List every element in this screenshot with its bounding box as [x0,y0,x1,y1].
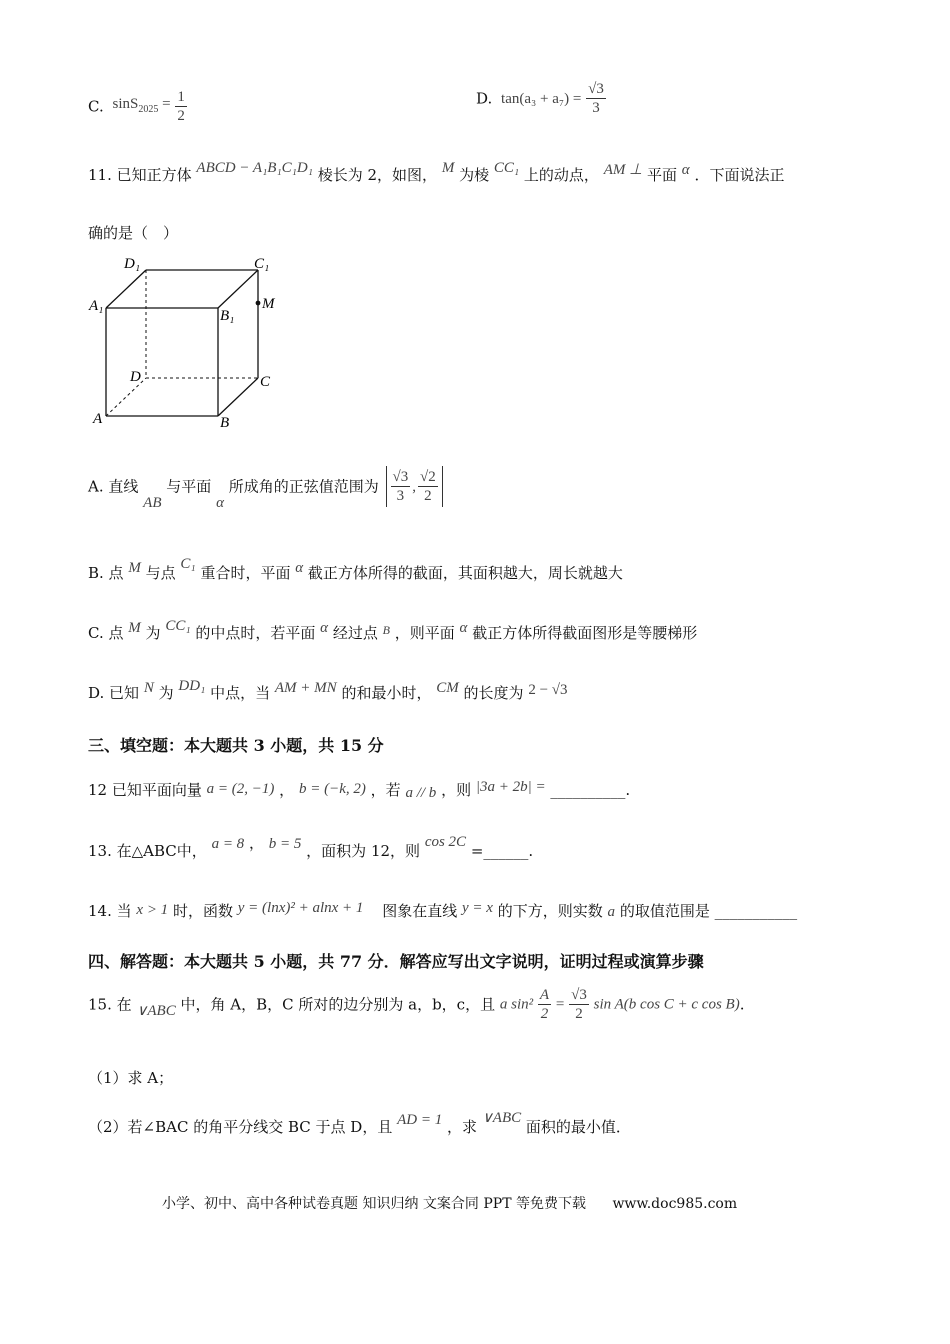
q15-part1: （1）求 A； [88,1069,174,1087]
point-m [256,301,261,306]
label-b: B [220,415,230,431]
label-m: M [262,296,275,312]
math-lhs: tan(a₃ + a₇) = [501,90,582,107]
label-d: D [130,369,141,385]
section-4-heading: 四、解答题：本大题共 5 小题，共 77 分．解答应写出文字说明，证明过程或演算步骤 [88,952,704,971]
q12: 12 已知平面向量 a = (2, −1) ， b = (−k, 2) ，若 a // b ，则 |3a + 2b| = __________. [88,779,631,801]
q11-stem-line2: 确的是（ ） [88,224,179,242]
q11-option-a: A. 直线 AB 与平面 α 所成角的正弦值范围为 $\frac{√3}{3}$ , $\frac{√2}{2}$ [88,466,443,507]
fraction: $\frac{√3}{3}$ [588,81,604,116]
q10-option-d [476,80,606,117]
label-a1: A₁ [89,298,104,314]
footer-link[interactable]: www.doc985.com [612,1196,738,1212]
cube-figure [88,250,288,435]
label-d1: D₁ [124,256,141,272]
label-c1: C₁ [254,256,270,272]
section-3-heading: 三、填空题：本大题共 3 小题，共 15 分 [88,736,384,755]
option-label: D. [476,89,493,108]
q13: 13. 在△ABC中， a = 8 ， b = 5 ，面积为 12，则 cos 2C =______. [88,834,534,860]
q11-option-d: D. 已知 N 为 DD₁ 中点，当 AM + MN 的和最小时， CM 的长度为 2 − √3 [88,678,568,702]
q11-option-c: C. 点 M 为 CC₁ 的中点时，若平面 α 经过点 $^B$ ，则平面 α 截正方体所得截面图形是等腰梯形 [88,618,698,642]
label-c: C [260,374,271,390]
label-a: A [93,411,103,427]
q10-option-c [88,88,187,125]
footer-text: 小学、初中、高中各种试卷真题 知识归纳 文案合同 PPT 等免费下载 [162,1196,586,1212]
q11-option-b: B. 点 M 与点 C₁ 重合时，平面 α 截正方体所得的截面，其面积越大，周长就越大 [88,556,623,582]
footer [162,1193,737,1213]
math-lhs: sinS$_{2025}$ = [112,95,171,115]
q14: 14. 当 x > 1 时，函数 y = (lnx)² + alnx + 1 图象在直线 y = x 的下方，则实数 a 的取值范围是 ___________ [88,900,798,920]
interval: $\frac{√3}{3}$ , $\frac{√2}{2}$ [386,466,443,507]
q11-stem: 11. 已知正方体 ABCD − A₁B₁C₁D₁ 棱长为 2，如图， M 为棱 CC₁ 上的动点， AM ⊥ 平面 α ．下面说法正 [88,160,785,184]
option-label: C. [88,97,104,116]
fraction: $\frac{1}{2}$ [177,89,185,124]
q15-stem: 15. 在 ∨ABC 中，角 A，B，C 所对的边分别为 a，b，c，且 a sin² $\frac{A}{2}$ = $\frac{√3}{2}$ sin A(b cos C + c cos B). [88,987,745,1022]
q15-part2: （2）若∠BAC 的角平分线交 BC 于点 D，且 AD = 1 ，求 ∨ABC 面积的最小值． [88,1110,631,1136]
label-b1: B₁ [220,308,235,324]
